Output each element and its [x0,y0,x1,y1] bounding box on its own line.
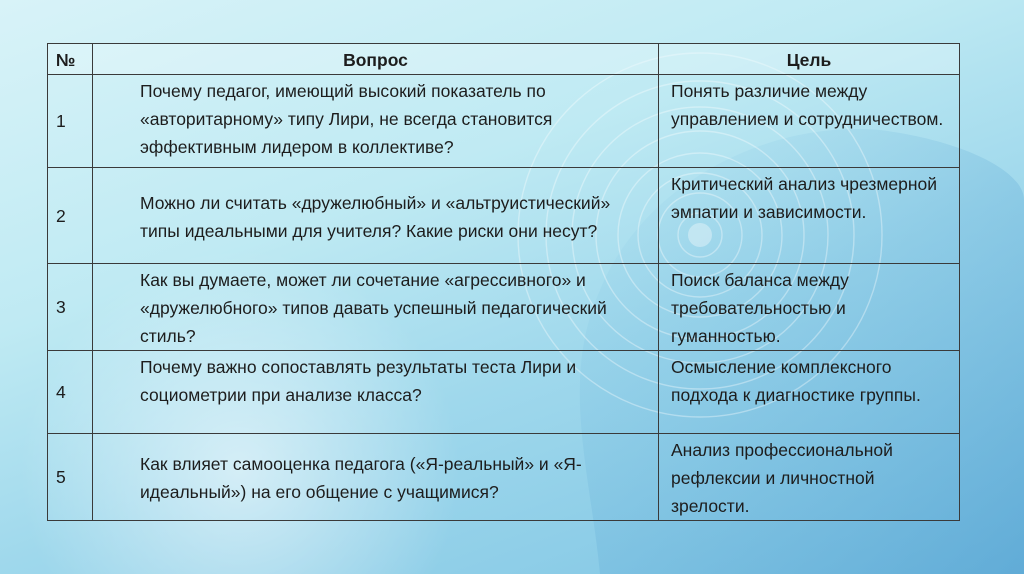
row-question: Как вы думаете, может ли сочетание «агрессивного» и «дружелюбного» типов давать успешный педагогический стиль? [93,264,659,351]
row-question: Как влияет самооценка педагога («Я-реальный» и «Я-идеальный») на его общение с учащимися? [93,434,659,521]
row-goal: Поиск баланса между требовательностью и гуманностью. [659,264,960,351]
row-goal: Критический анализ чрезмерной эмпатии и зависимости. [659,168,960,264]
row-goal: Понять различие между управлением и сотрудничеством. [659,75,960,168]
table-row [48,351,960,434]
row-number: 1 [48,75,93,168]
row-question: Почему педагог, имеющий высокий показатель по «авторитарному» типу Лири, не всегда становится эффективным лидером в коллективе? [93,75,659,168]
table-row [48,168,960,264]
header-goal: Цель [659,44,960,75]
table-header-row [48,44,960,75]
row-question: Можно ли считать «дружелюбный» и «альтруистический» типы идеальными для учителя? Какие риски они несут? [93,168,659,264]
header-number: № [48,44,93,75]
row-question: Почему важно сопоставлять результаты теста Лири и социометрии при анализе класса? [93,351,659,434]
row-goal: Анализ профессиональной рефлексии и личностной зрелости. [659,434,960,521]
row-number: 4 [48,351,93,434]
table-row [48,434,960,521]
table-row [48,75,960,168]
table-row [48,264,960,351]
row-number: 2 [48,168,93,264]
row-goal: Осмысление комплексного подхода к диагностике группы. [659,351,960,434]
questions-table [47,43,960,521]
header-question: Вопрос [93,44,659,75]
row-number: 3 [48,264,93,351]
row-number: 5 [48,434,93,521]
